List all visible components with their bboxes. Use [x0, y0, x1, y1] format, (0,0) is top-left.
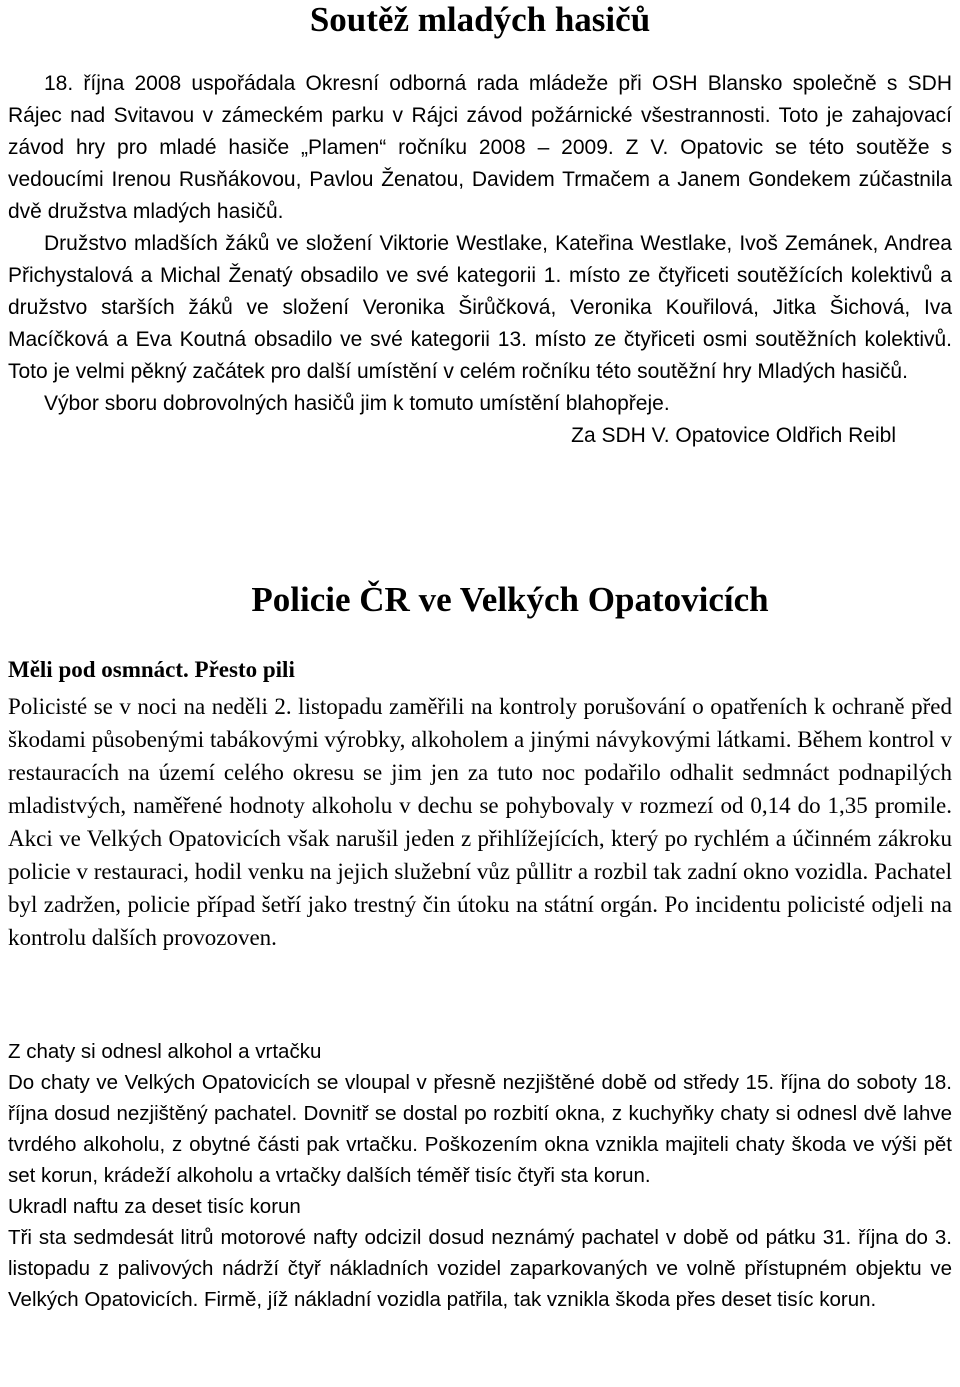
- news-body: Do chaty ve Velkých Opatovicích se vloupal v přesně nezjištěné době od středy 15. října do soboty 18. října dosud nezjištěný pachatel. Dovnitř se dostal po rozbití okna, z kuchyňky chaty si odnesl dvě lahve tvrdého alkoholu, z obytné části pak vrtačku. Poškozením okna vznikla majiteli chaty škoda ve výši pět set korun, krádeží alkoholu a vrtačky dalších téměř tisíc čtyři sta korun.: [8, 1071, 952, 1187]
- paragraph: 18. října 2008 uspořádala Okresní odborná rada mládeže při OSH Blansko společně s SDH Rájec nad Svitavou v zámeckém parku v Rájci závod požárnické všestrannosti. Toto je zahajovací závod hry pro mladé hasiče „Plamen“ ročníku 2008 – 2009. Z V. Opatovic se této soutěže s vedoucími Irenou Rusňákovou, Pavlou Ženatou, Davidem Trmačem a Janem Gondekem zúčastnila dvě družstva mladých hasičů.: [8, 72, 952, 223]
- article-title-firefighters: Soutěž mladých hasičů: [309, 0, 651, 39]
- paragraph: Výbor sboru dobrovolných hasičů jim k tomuto umístění blahopřeje.: [44, 392, 670, 415]
- news-section: [8, 1036, 952, 1315]
- news-heading: Ukradl naftu za deset tisíc korun: [8, 1195, 301, 1218]
- article-title-police: Policie ČR ve Velkých Opatovicích: [251, 580, 769, 619]
- article-body-firefighters: [8, 68, 952, 452]
- signature: Za SDH V. Opatovice Oldřich Reibl: [571, 424, 896, 447]
- article-body-police: Policisté se v noci na neděli 2. listopadu zaměřili na kontroly porušování o opatřeních k ochraně před škodami působenými tabákovými výrobky, alkoholem a jinými návykovými látkami. Během kontrol v restauracích na území celého okresu se jim jen za tuto noc podařilo odhalit sedmnáct podnapilých mladistvých, naměřené hodnoty alkoholu v dechu se pohybovaly v rozmezí od 0,14 do 1,35 promile. Akci ve Velkých Opatovicích však narušil jeden z přihlížejících, který po rychlém a účinném zákroku policie v restauraci, hodil venku na jejich služební vůz půllitr a rozbil tak zadní okno vozidla. Pachatel byl zadržen, policie případ šetří jako trestný čin útoku na státní orgán. Po incidentu policisté odjeli na kontrolu dalších provozoven.: [8, 694, 952, 950]
- news-heading: Z chaty si odnesl alkohol a vrtačku: [8, 1040, 322, 1063]
- paragraph: Družstvo mladších žáků ve složení Viktorie Westlake, Kateřina Westlake, Ivoš Zemánek, Andrea Přichystalová a Michal Ženatý obsadilo ve své kategorii 1. místo ze čtyřiceti soutěžících kolektivů a družstvo starších žáků ve složení Veronika Širůčková, Veronika Kouřilová, Jitka Šichová, Iva Macíčková a Eva Koutná obsadilo ve své kategorii 13. místo ze čtyřiceti osmi soutěžních kolektivů. Toto je velmi pěkný začátek pro další umístění v celém ročníku této soutěžní hry Mladých hasičů.: [8, 232, 952, 383]
- article-lead: Měli pod osmnáct. Přesto pili: [8, 657, 295, 682]
- news-body: Tři sta sedmdesát litrů motorové nafty odcizil dosud neznámý pachatel v době od pátku 31. října do 3. listopadu z palivových nádrží čtyř nákladních vozidel zaparkovaných ve volně přístupném objektu ve Velkých Opatovicích. Firmě, jíž nákladní vozidla patřila, tak vznikla škoda přes deset tisíc korun.: [8, 1226, 952, 1311]
